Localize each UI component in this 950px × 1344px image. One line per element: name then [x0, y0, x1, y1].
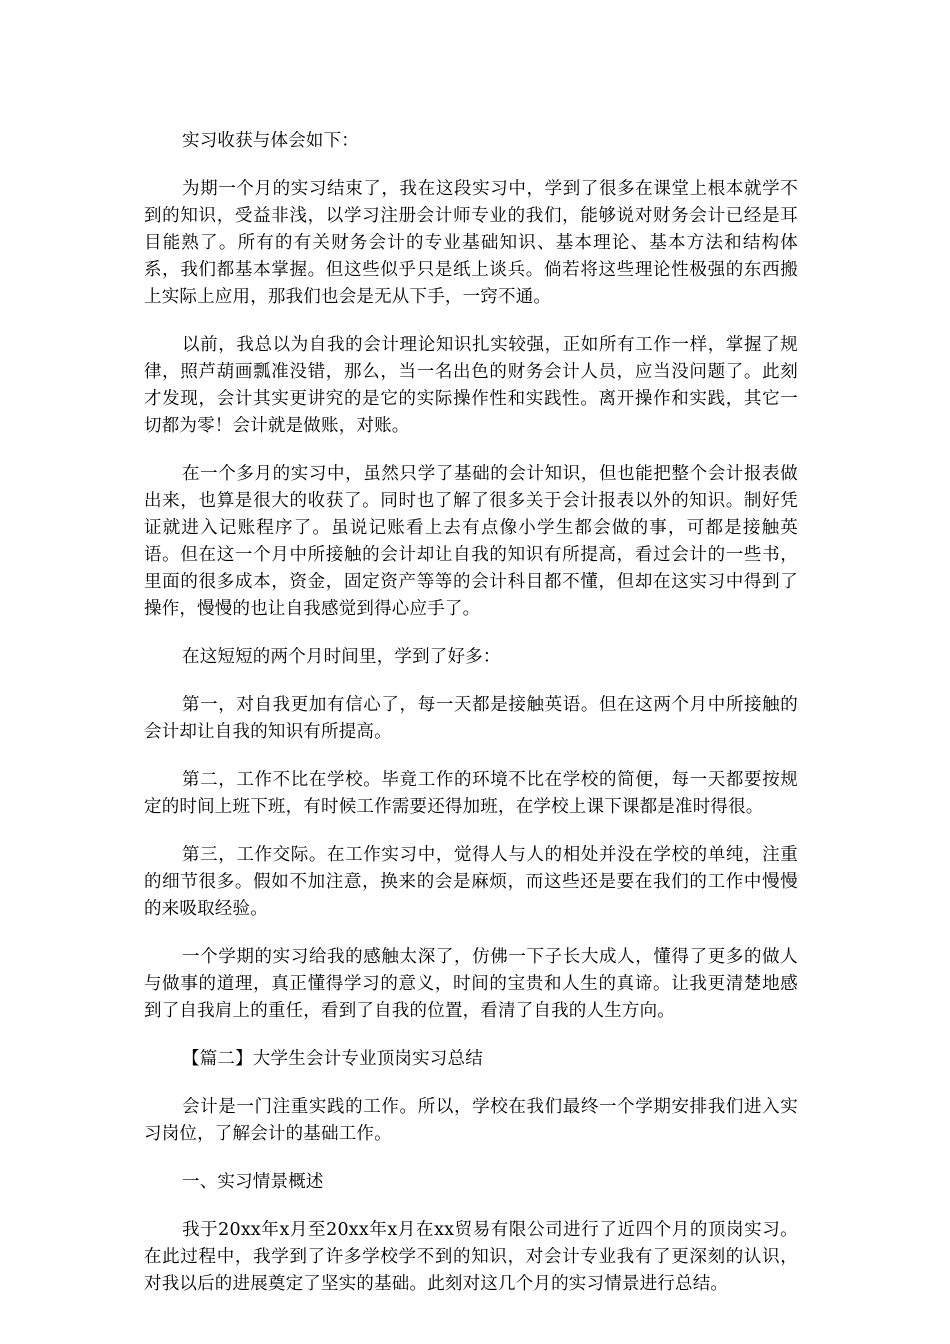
paragraph-two-months: 在这短短的两个月时间里，学到了好多： [182, 647, 501, 667]
paragraph-internship-summary: 为期一个月的实习结束了，我在这段实习中，学到了很多在课堂上根本就学不到的知识，受益非浅，以学习注册会计师专业的我们，能够说对财务会计已经是耳目能熟了。所有的有关财务会计的专业基础知识、基本理论、基本方法和结构体系，我们都基本掌握。但这些似乎只是纸上谈兵。倘若将这些理论性极强的东西搬上实际上应用，那我们也会是无从下手，一窍不通。 [144, 179, 798, 307]
paragraph-accounting-intro: 会计是一门注重实践的工作。所以，学校在我们最终一个学期安排我们进入实习岗位，了解会计的基础工作。 [144, 1097, 798, 1144]
paragraph-point-three: 第三，工作交际。在工作实习中，觉得人与人的相处并没在学校的单纯，注重的细节很多。假如不加注意，换来的会是麻烦，而这些还是要在我们的工作中慢慢的来吸取经验。 [144, 845, 798, 919]
paragraph-accounting-practice: 以前，我总以为自我的会计理论知识扎实较强，正如所有工作一样，掌握了规律，照芦葫画瓢准没错，那么，当一名出色的财务会计人员，应当没问题了。此刻才发现，会计其实更讲究的是它的实际操作性和实践性。离开操作和实践，其它一切都为零！会计就是做账，对账。 [144, 335, 798, 436]
paragraph-intro-heading: 实习收获与体会如下： [182, 131, 359, 151]
paragraph-point-two: 第二，工作不比在学校。毕竟工作的环境不比在学校的简便，每一天都要按规定的时间上班下班，有时候工作需要还得加班，在学校上课下课都是准时得很。 [144, 770, 798, 817]
paragraph-monthly-learning: 在一个多月的实习中，虽然只学了基础的会计知识，但也能把整个会计报表做出来，也算是很大的收获了。同时也了解了很多关于会计报表以外的知识。制好凭证就进入记账程序了。虽说记账看上去有点像小学生都会做的事，可都是接触英语。但在这一个月中所接触的会计却让自我的知识有所提高，看过会计的一些书，里面的很多成本，资金，固定资产等等的会计科目都不懂，但却在这实习中得到了操作，慢慢的也让自我感觉到得心应手了。 [144, 464, 798, 619]
section-title-part-two: 【篇二】大学生会计专业顶岗实习总结 [182, 1049, 483, 1069]
paragraph-reflection: 一个学期的实习给我的感触太深了，仿佛一下子长大成人，懂得了更多的做人与做事的道理，真正懂得学习的意义，时间的宝贵和人生的真谛。让我更清楚地感到了自我肩上的重任，看到了自我的位置，看清了自我的人生方向。 [144, 947, 798, 1021]
paragraph-overview: 我于20xx年x月至20xx年x月在xx贸易有限公司进行了近四个月的顶岗实习。在此过程中，我学到了许多学校学不到的知识，对会计专业我有了更深刻的认识，对我以后的进展奠定了坚实的基础。此刻对这几个月的实习情景进行总结。 [144, 1220, 798, 1294]
subsection-title-overview: 一、实习情景概述 [182, 1172, 324, 1192]
paragraph-point-one: 第一，对自我更加有信心了，每一天都是接触英语。但在这两个月中所接触的会计却让自我的知识有所提高。 [144, 695, 798, 742]
document-page [144, 128, 798, 1319]
